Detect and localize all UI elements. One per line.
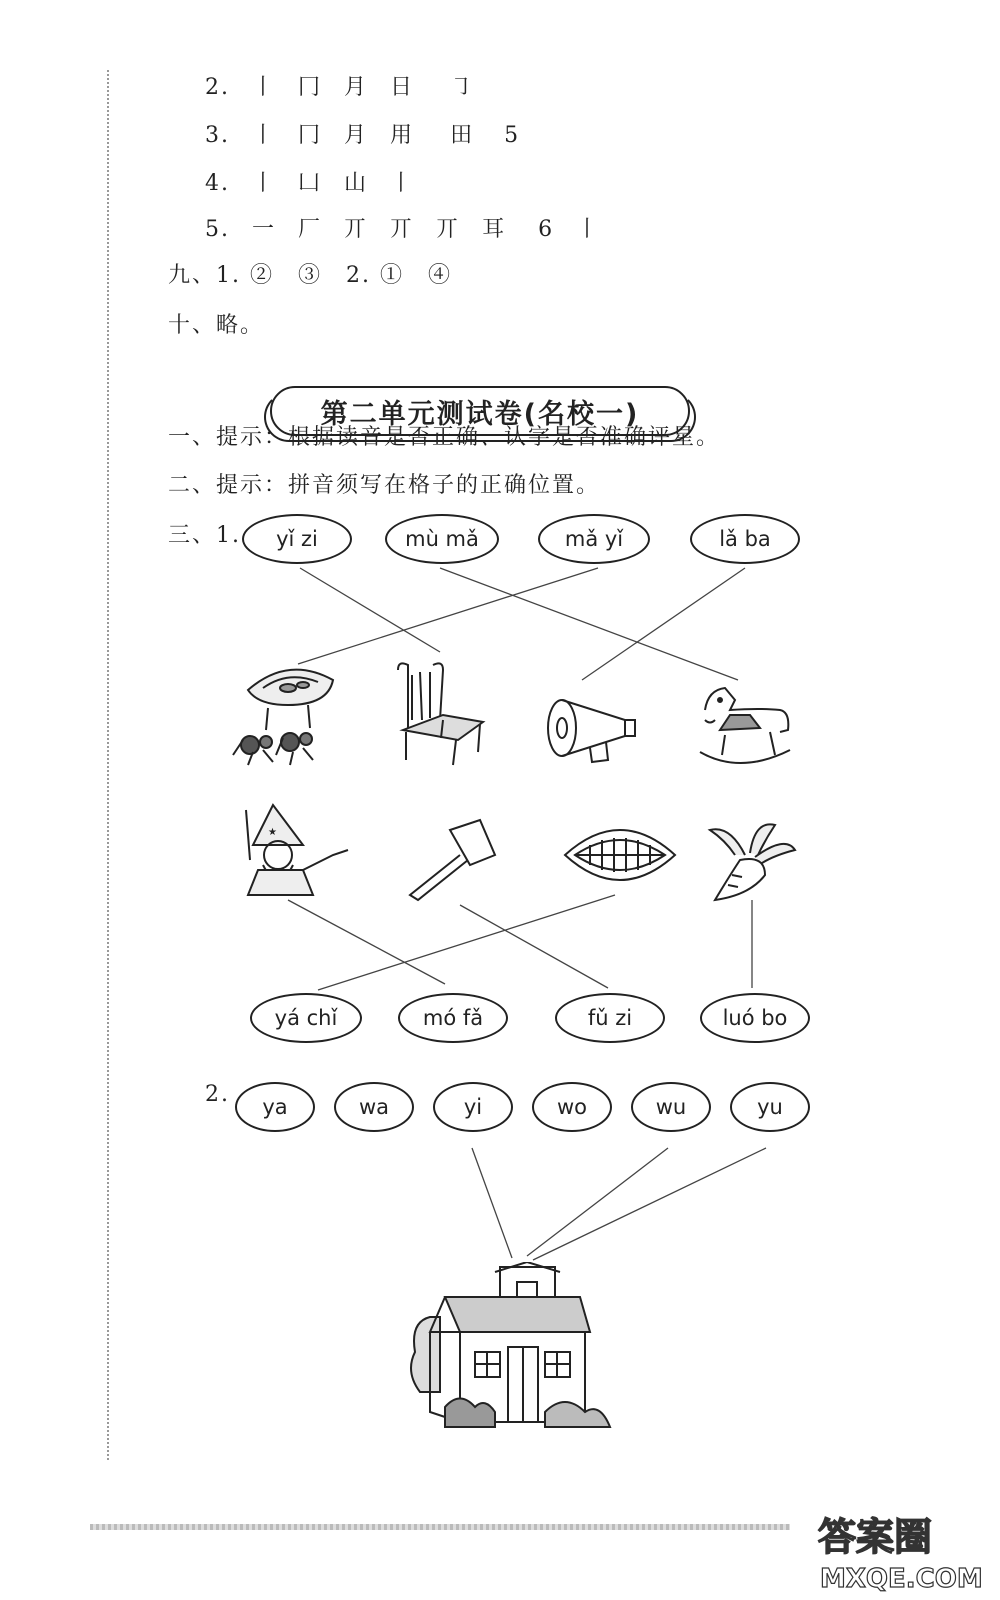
pinyin-oval[interactable]: ya <box>235 1082 315 1132</box>
answer-q1: 一、提示：根据读音是否正确、认字是否准确评星。 <box>168 425 721 450</box>
radish-icon <box>700 815 800 905</box>
pinyin-oval[interactable]: yá chǐ <box>250 993 362 1043</box>
stroke-line-3: 3. 丨 冂 月 用 田 5 <box>205 123 521 148</box>
pinyin-oval[interactable]: mó fǎ <box>398 993 508 1043</box>
wizard-icon <box>228 800 358 900</box>
svg-text:答案圈: 答案圈 <box>818 1515 933 1559</box>
footer-bar <box>90 1524 790 1530</box>
teeth-icon <box>560 815 680 895</box>
pinyin-oval[interactable]: wa <box>334 1082 414 1132</box>
pinyin-oval[interactable]: lǎ ba <box>690 514 800 564</box>
stroke-line-4: 4. 丨 凵 山 丨 <box>205 171 415 196</box>
pinyin-oval[interactable]: wo <box>532 1082 612 1132</box>
rocking-horse-icon <box>690 680 800 775</box>
axe-icon <box>400 815 500 905</box>
melon-ants-icon <box>228 660 348 770</box>
section-title: 第二单元测试卷(名校一) <box>270 386 690 436</box>
pinyin-oval[interactable]: fǔ zi <box>555 993 665 1043</box>
pinyin-oval[interactable]: yi <box>433 1082 513 1132</box>
stroke-line-5: 5. 一 厂 丌 丌 丌 耳 6 丨 <box>205 217 601 242</box>
stroke-line-2: 2. 丨 冂 月 日 ㇆ <box>205 75 475 100</box>
chair-icon <box>388 660 488 770</box>
pinyin-oval[interactable]: yu <box>730 1082 810 1132</box>
watermark-logo <box>808 1505 988 1595</box>
answer-q10: 十、略。 <box>168 313 265 338</box>
pinyin-oval[interactable]: mù mǎ <box>385 514 499 564</box>
house-icon <box>405 1262 625 1432</box>
svg-text:MXQE.COM: MXQE.COM <box>820 1564 983 1594</box>
megaphone-icon <box>540 690 640 770</box>
pinyin-oval[interactable]: wu <box>631 1082 711 1132</box>
pinyin-oval[interactable]: luó bo <box>700 993 810 1043</box>
pinyin-oval[interactable]: mǎ yǐ <box>538 514 650 564</box>
svg-text:★: ★ <box>268 827 277 838</box>
answer-q3-label: 三、1. <box>168 523 241 548</box>
answer-q2: 二、提示：拼音须写在格子的正确位置。 <box>168 473 601 498</box>
answer-q9: 九、1. ② ③ 2. ① ④ <box>168 263 452 288</box>
pinyin-oval[interactable]: yǐ zi <box>242 514 352 564</box>
answer-q3-2-label: 2. <box>205 1082 230 1107</box>
